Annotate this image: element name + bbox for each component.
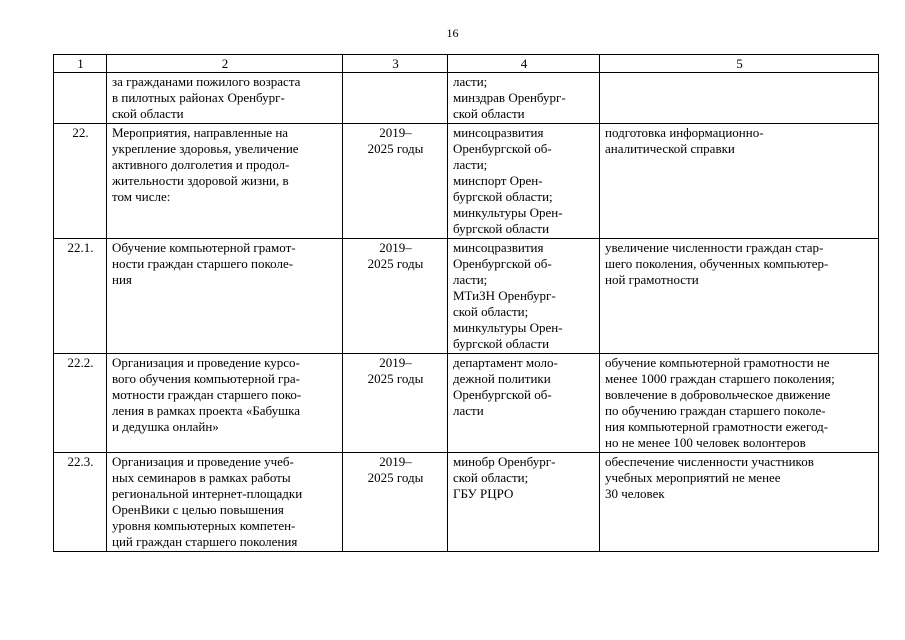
- item-number: 22.: [54, 124, 107, 239]
- executors-line: ласти: [453, 403, 484, 418]
- activity-line: за гражданами пожилого возраста: [112, 74, 301, 89]
- executors-line: Оренбургской об-: [453, 387, 552, 402]
- column-header-2: 2: [107, 55, 343, 73]
- item-number: [54, 73, 107, 124]
- activity-line: региональной интернет-площадки: [112, 486, 303, 501]
- term-cell: [343, 239, 448, 354]
- activity-cell: [107, 453, 343, 552]
- activity-cell: [107, 239, 343, 354]
- executors-cell: [448, 354, 600, 453]
- result-cell: [600, 239, 879, 354]
- item-number: 22.2.: [54, 354, 107, 453]
- executors-line: ласти;: [453, 157, 488, 172]
- activity-line: вого обучения компьютерной гра-: [112, 371, 300, 386]
- executors-line: ласти;: [453, 74, 488, 89]
- activity-cell: [107, 354, 343, 453]
- executors-line: ской области;: [453, 304, 529, 319]
- result-line: по обучению граждан старшего поколе-: [605, 403, 826, 418]
- executors-cell: [448, 73, 600, 124]
- executors-line: минсоцразвития: [453, 240, 544, 255]
- result-line: учебных мероприятий не менее: [605, 470, 781, 485]
- result-cell: [600, 124, 879, 239]
- activity-line: ОренВики с целью повышения: [112, 502, 284, 517]
- result-line: обеспечение численности участников: [605, 454, 814, 469]
- table-row: [54, 73, 879, 124]
- item-number: 22.3.: [54, 453, 107, 552]
- executors-line: Оренбургской об-: [453, 141, 552, 156]
- result-line: шего поколения, обученных компьютер-: [605, 256, 829, 271]
- result-line: 30 человек: [605, 486, 665, 501]
- result-cell: [600, 73, 879, 124]
- executors-cell: [448, 453, 600, 552]
- executors-line: дежной политики: [453, 371, 551, 386]
- executors-line: минкультуры Орен-: [453, 205, 563, 220]
- result-line: но не менее 100 человек волонтеров: [605, 435, 806, 450]
- result-line: вовлечение в добровольческое движение: [605, 387, 831, 402]
- result-line: аналитической справки: [605, 141, 735, 156]
- term-line: 2019–: [379, 355, 412, 370]
- executors-line: бургской области: [453, 336, 550, 351]
- activity-line: Мероприятия, направленные на: [112, 125, 289, 140]
- activity-line: уровня компьютерных компетен-: [112, 518, 296, 533]
- result-line: обучение компьютерной грамотности не: [605, 355, 830, 370]
- term-cell: [343, 73, 448, 124]
- measures-table: [53, 54, 879, 552]
- column-header-4: 4: [448, 55, 600, 73]
- column-header-1: 1: [54, 55, 107, 73]
- result-cell: [600, 453, 879, 552]
- result-line: ной грамотности: [605, 272, 699, 287]
- result-line: подготовка информационно-: [605, 125, 764, 140]
- term-line: 2019–: [379, 454, 412, 469]
- executors-line: Оренбургской об-: [453, 256, 552, 271]
- executors-line: бургской области: [453, 221, 550, 236]
- table-row: [54, 124, 879, 239]
- executors-line: бургской области;: [453, 189, 553, 204]
- activity-line: ской области: [112, 106, 184, 121]
- activity-line: активного долголетия и продол-: [112, 157, 290, 172]
- executors-line: ской области: [453, 106, 525, 121]
- activity-line: жительности здоровой жизни, в: [112, 173, 289, 188]
- activity-line: мотности граждан старшего поко-: [112, 387, 302, 402]
- executors-line: департамент моло-: [453, 355, 558, 370]
- activity-line: укрепление здоровья, увеличение: [112, 141, 299, 156]
- activity-cell: [107, 73, 343, 124]
- executors-line: минкультуры Орен-: [453, 320, 563, 335]
- activity-line: ций граждан старшего поколения: [112, 534, 298, 549]
- table-row: [54, 453, 879, 552]
- executors-line: ГБУ РЦРО: [453, 486, 514, 501]
- executors-line: ской области;: [453, 470, 529, 485]
- column-header-5: 5: [600, 55, 879, 73]
- term-line: 2025 годы: [367, 141, 424, 156]
- term-line: 2025 годы: [367, 371, 424, 386]
- executors-cell: [448, 124, 600, 239]
- item-number: 22.1.: [54, 239, 107, 354]
- result-line: увеличение численности граждан стар-: [605, 240, 824, 255]
- activity-line: ных семинаров в рамках работы: [112, 470, 291, 485]
- activity-line: Организация и проведение учеб-: [112, 454, 294, 469]
- result-cell: [600, 354, 879, 453]
- activity-line: Обучение компьютерной грамот-: [112, 240, 296, 255]
- term-line: 2019–: [379, 240, 412, 255]
- activity-line: в пилотных районах Оренбург-: [112, 90, 285, 105]
- term-line: 2019–: [379, 125, 412, 140]
- page-number: 16: [446, 26, 459, 40]
- table-row: [54, 354, 879, 453]
- term-cell: [343, 453, 448, 552]
- activity-line: ления в рамках проекта «Бабушка: [112, 403, 301, 418]
- activity-line: том числе:: [112, 189, 171, 204]
- executors-cell: [448, 239, 600, 354]
- activity-line: Организация и проведение курсо-: [112, 355, 300, 370]
- table-row: [54, 239, 879, 354]
- activity-line: ния: [112, 272, 132, 287]
- activity-line: ности граждан старшего поколе-: [112, 256, 294, 271]
- term-line: 2025 годы: [367, 256, 424, 271]
- term-cell: [343, 124, 448, 239]
- result-line: ния компьютерной грамотности ежегод-: [605, 419, 829, 434]
- activity-line: и дедушка онлайн»: [112, 419, 219, 434]
- result-line: менее 1000 граждан старшего поколения;: [605, 371, 835, 386]
- executors-line: минсоцразвития: [453, 125, 544, 140]
- executors-line: ласти;: [453, 272, 488, 287]
- table-body: [54, 73, 879, 552]
- column-number-row: [54, 55, 879, 73]
- executors-line: минздрав Оренбург-: [453, 90, 566, 105]
- executors-line: МТиЗН Оренбург-: [453, 288, 556, 303]
- executors-line: минобр Оренбург-: [453, 454, 556, 469]
- activity-cell: [107, 124, 343, 239]
- term-line: 2025 годы: [367, 470, 424, 485]
- term-cell: [343, 354, 448, 453]
- executors-line: минспорт Орен-: [453, 173, 543, 188]
- column-header-3: 3: [343, 55, 448, 73]
